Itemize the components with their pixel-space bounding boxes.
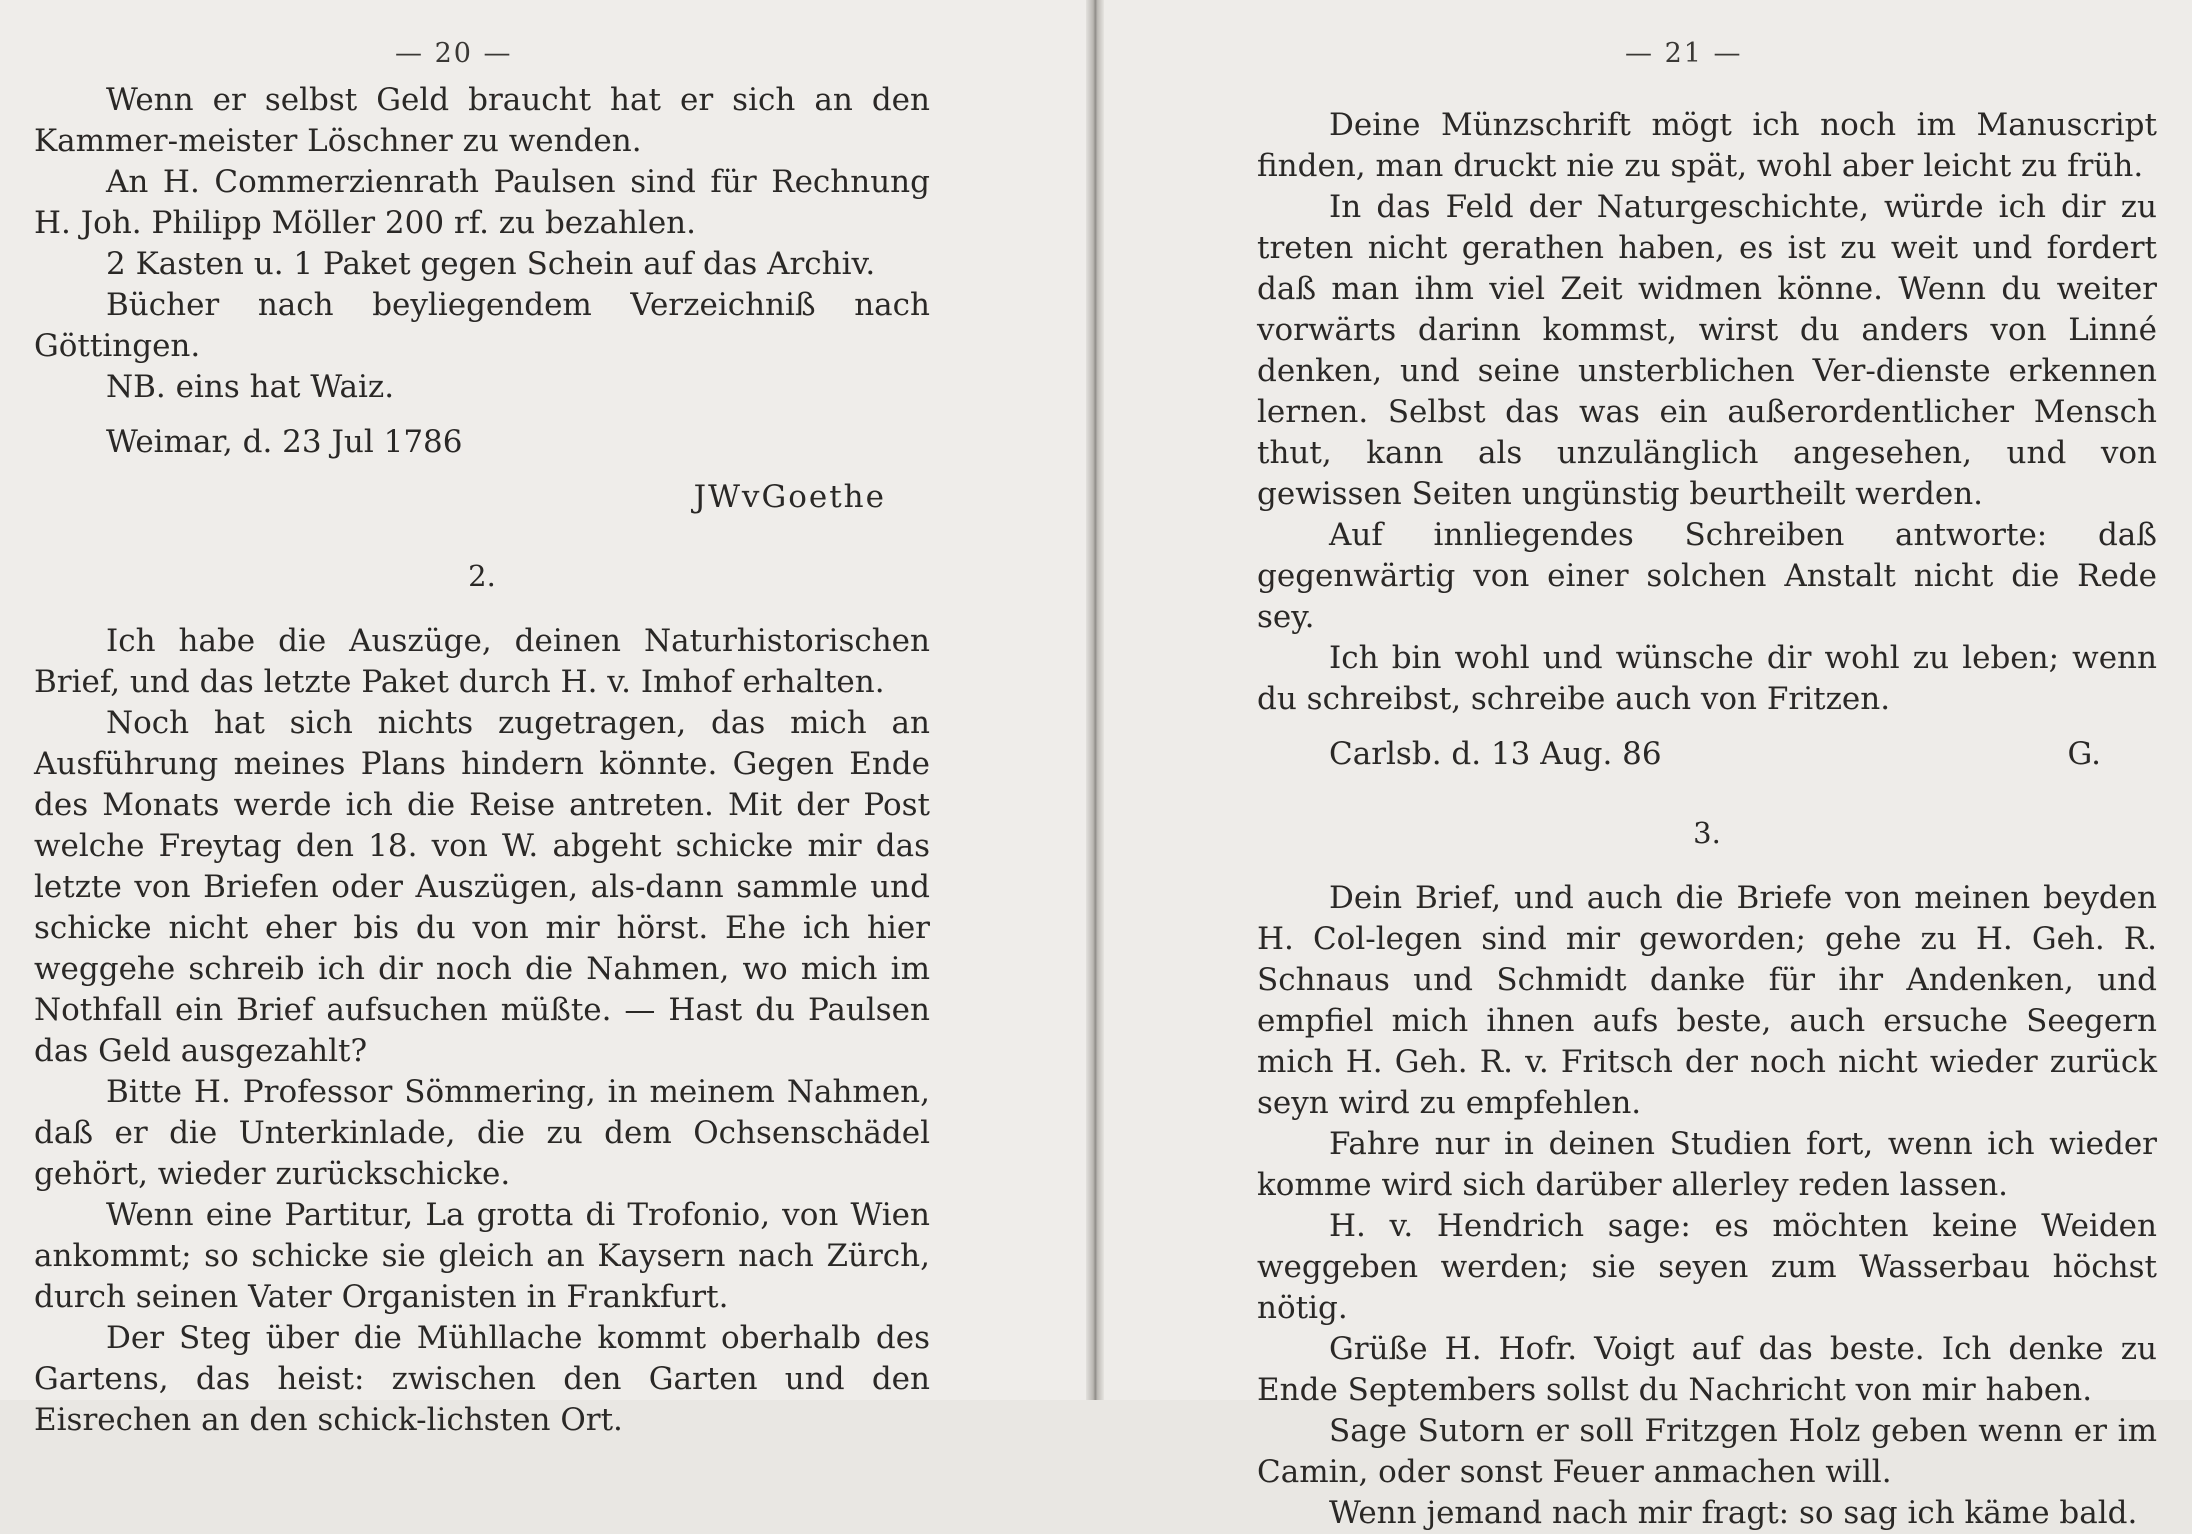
- paragraph: NB. eins hat Waiz.: [106, 369, 395, 405]
- letter-number: 2.: [468, 559, 496, 593]
- closing-line: [1257, 734, 2157, 775]
- letter-number: 3.: [1693, 816, 1721, 850]
- paragraph: Noch hat sich nichts zugetragen, das mich an Ausführung meines Plans hindern könnte. Gegen Ende des Monats werde ich die Reise antreten. Mit der Post welche Freytag den 18. von W. abgeht schicke mir das letzte von Briefen oder Auszügen, als-dann sammle und schicke nicht eher bis du von mir hörst. Ehe ich hier weggehe schreib ich dir noch die Nahmen, wo mich im Nothfall ein Brief aufsuchen müßte. — Hast du Paulsen das Geld ausgezahlt?: [34, 705, 930, 1069]
- paragraph: Wenn er selbst Geld braucht hat er sich an den Kammer-meister Löschner zu wenden.: [34, 82, 930, 159]
- paragraph: Wenn jemand nach mir fragt: so sag ich käme bald.: [1329, 1495, 2138, 1531]
- paragraph: In das Feld der Naturgeschichte, würde ich dir zu treten nicht gerathen haben, es ist zu weit und fordert daß man ihm viel Zeit widmen könne. Wenn du weiter vorwärts darinn kommst, wirst du anders von Linné denken, und seine unsterblichen Ver-dienste erkennen lernen. Selbst das was ein außerordentlicher Mensch thut, kann als unzulänglich angesehen, und von gewissen Seiten ungünstig beurtheilt werden.: [1257, 189, 2157, 512]
- paragraph: H. v. Hendrich sage: es möchten keine Weiden weggeben werden; sie seyen zum Wasserbau höchst nötig.: [1257, 1208, 2157, 1326]
- paragraph: 2 Kasten u. 1 Paket gegen Schein auf das Archiv.: [106, 246, 876, 282]
- place-date: Weimar, d. 23 Jul 1786: [106, 424, 463, 460]
- paragraph: Dein Brief, und auch die Briefe von meinen beyden H. Col-legen sind mir geworden; gehe zu H. Geh. R. Schnaus und Schmidt danke für ihr Andenken, und empfiel mich ihnen aufs beste, auch ersuche Seegern mich H. Geh. R. v. Fritsch der noch nicht wieder zurück seyn wird zu empfehlen.: [1257, 880, 2157, 1121]
- paragraph: Bücher nach beyliegendem Verzeichniß nach Göttingen.: [34, 287, 930, 364]
- paragraph: An H. Commerzienrath Paulsen sind für Rechnung H. Joh. Philipp Möller 200 rf. zu bezahlen.: [34, 164, 930, 241]
- right-page-text: [1257, 105, 2157, 1534]
- paragraph: Wenn eine Partitur, La grotta di Trofonio, von Wien ankommt; so schicke sie gleich an Kaysern nach Zürch, durch seinen Vater Organisten in Frankfurt.: [34, 1197, 930, 1315]
- left-page-text: [34, 80, 930, 1441]
- place-date: Carlsb. d. 13 Aug. 86: [1329, 736, 1662, 772]
- book-gutter: [1086, 0, 1104, 1400]
- signature: G.: [2067, 736, 2101, 772]
- paragraph: Auf innliegendes Schreiben antworte: daß gegenwärtig von einer solchen Anstalt nicht die Rede sey.: [1257, 517, 2157, 635]
- paragraph: Grüße H. Hofr. Voigt auf das beste. Ich denke zu Ende Septembers sollst du Nachricht von mir haben.: [1257, 1331, 2157, 1408]
- paragraph: Ich bin wohl und wünsche dir wohl zu leben; wenn du schreibst, schreibe auch von Fritzen.: [1257, 640, 2157, 717]
- paragraph: Fahre nur in deinen Studien fort, wenn ich wieder komme wird sich darüber allerley reden lassen.: [1257, 1126, 2157, 1203]
- signature: JWvGoethe: [693, 479, 886, 515]
- paragraph: Ich habe die Auszüge, deinen Naturhistorischen Brief, und das letzte Paket durch H. v. Imhof erhalten.: [34, 623, 930, 700]
- page-number-right: — 21 —: [1625, 38, 1743, 69]
- paragraph: Sage Sutorn er soll Fritzgen Holz geben wenn er im Camin, oder sonst Feuer anmachen will.: [1257, 1413, 2157, 1490]
- paragraph: Deine Münzschrift mögt ich noch im Manuscript finden, man druckt nie zu spät, wohl aber leicht zu früh.: [1257, 107, 2157, 184]
- paragraph: Bitte H. Professor Sömmering, in meinem Nahmen, daß er die Unterkinlade, die zu dem Ochsenschädel gehört, wieder zurückschicke.: [34, 1074, 930, 1192]
- page-number-left: — 20 —: [395, 38, 513, 69]
- paragraph: Der Steg über die Mühllache kommt oberhalb des Gartens, das heist: zwischen den Garten und den Eisrechen an den schick-lichsten Ort.: [34, 1320, 930, 1438]
